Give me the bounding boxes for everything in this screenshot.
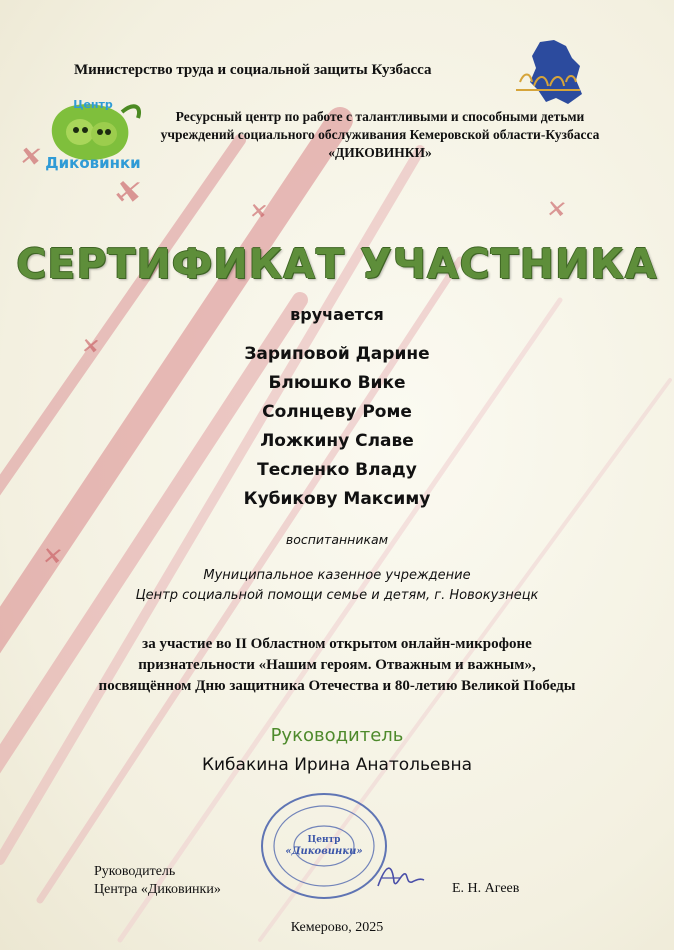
diковinki-logo-icon <box>38 92 148 172</box>
svg-text:Центр: Центр <box>73 98 113 111</box>
ministry-name: Министерство труда и социальной защиты Кузбасса <box>74 62 432 78</box>
svg-text:«Диковинки»: «Диковинки» <box>285 846 363 857</box>
signature-icon <box>372 858 432 894</box>
recipient-name: Ложкину Славе <box>260 431 414 451</box>
recipient-name: Блюшко Вике <box>268 373 406 393</box>
recipient-name: Солнцеву Роме <box>262 402 412 422</box>
awarded-text: вручается <box>290 305 384 324</box>
signatory-role: Руководитель Центра «Диковинки» <box>94 864 221 897</box>
recipients-list <box>0 340 674 514</box>
certificate-title: СЕРТИФИКАТ УЧАСТНИКА <box>16 240 658 288</box>
recipient-name: Зариповой Дарине <box>244 344 430 364</box>
recipient-name: Кубикову Максиму <box>243 489 431 509</box>
pupils-of-text: воспитанникам <box>285 532 389 547</box>
svg-text:Центр: Центр <box>307 835 341 845</box>
organization-name: Муниципальное казенное учреждение Центр социальной помощи семье и детям, г. Новокузнецк <box>135 568 539 603</box>
svg-text:Диковинки: Диковинки <box>45 154 141 172</box>
kuzbass-map-logo-icon <box>510 38 590 106</box>
resource-center-name: Ресурсный центр по работе с талантливыми и способными детьми учреждений социального обслуживания Кемеровской области-Кузбасса «ДИКОВИНКИ» <box>160 109 600 160</box>
supervisor-role: Руководитель <box>270 725 404 746</box>
stamp-icon <box>258 790 390 902</box>
participation-reason: за участие во II Областном открытом онлайн-микрофоне признательности «Нашим героям. Отважным и важным», посвящённом Дню защитника Отечества и 80-летию Великой Победы <box>98 636 576 694</box>
recipient-name: Тесленко Владу <box>257 460 417 480</box>
signatory-name: Е. Н. Агеев <box>452 881 520 896</box>
city-year: Кемерово, 2025 <box>290 920 384 935</box>
supervisor-name: Кибакина Ирина Анатольевна <box>201 755 473 775</box>
